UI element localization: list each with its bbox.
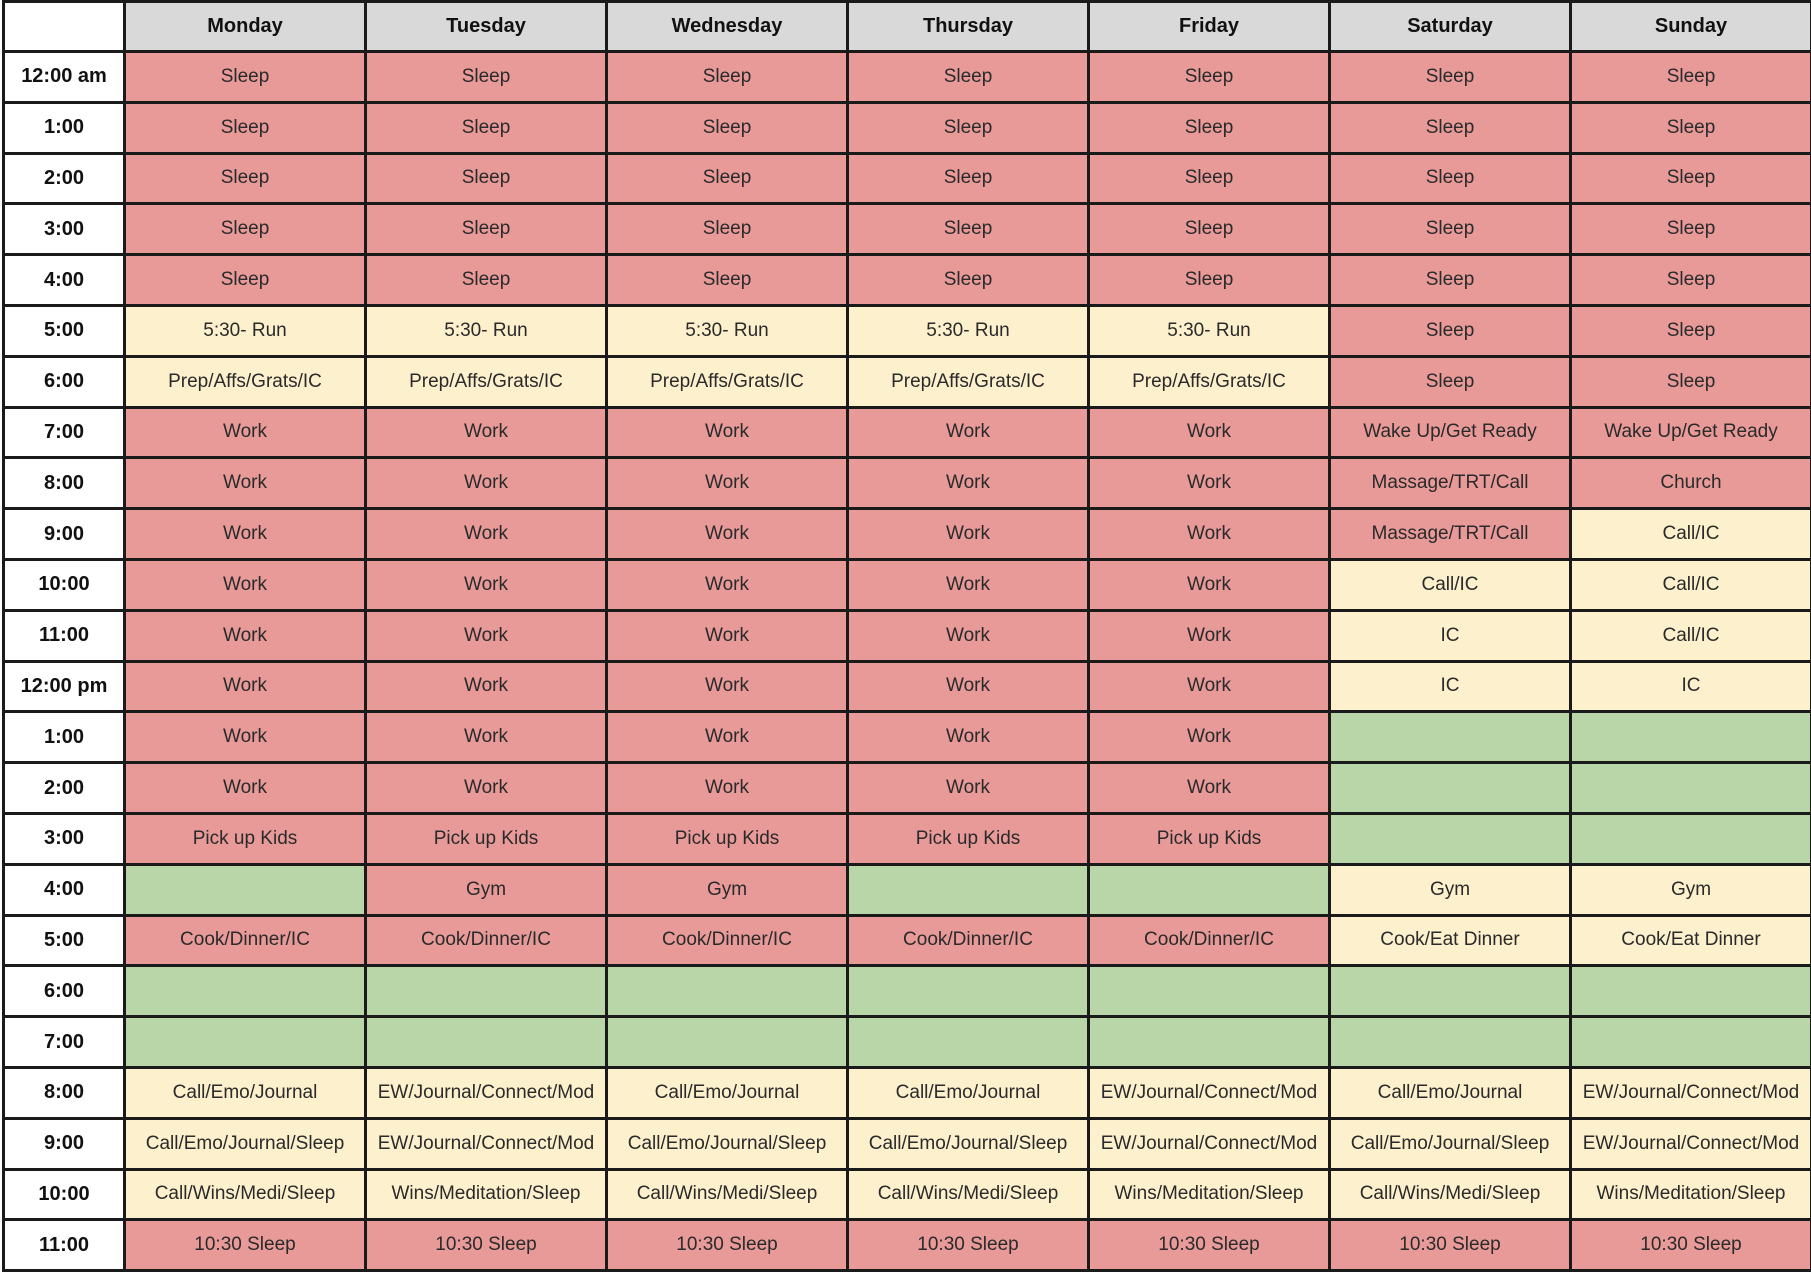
schedule-cell[interactable] <box>366 966 607 1017</box>
schedule-row <box>4 1118 1811 1169</box>
schedule-cell[interactable]: Sleep <box>848 255 1089 306</box>
schedule-cell[interactable]: Work <box>607 559 848 610</box>
schedule-cell[interactable]: Call/Emo/Journal <box>848 1067 1089 1118</box>
day-header-friday[interactable]: Friday <box>1089 2 1330 52</box>
schedule-row <box>4 1017 1811 1068</box>
day-header-tuesday[interactable]: Tuesday <box>366 2 607 52</box>
schedule-cell[interactable]: Work <box>848 712 1089 763</box>
schedule-cell[interactable]: Sleep <box>125 52 366 103</box>
schedule-cell[interactable]: Pick up Kids <box>848 813 1089 864</box>
schedule-cell[interactable]: Sleep <box>848 204 1089 255</box>
schedule-header <box>4 2 1811 52</box>
schedule-cell[interactable]: Cook/Dinner/IC <box>848 915 1089 966</box>
time-label: 10:00 <box>4 1169 125 1220</box>
schedule-cell[interactable]: Work <box>607 763 848 814</box>
schedule-cell[interactable]: Sleep <box>1330 356 1571 407</box>
schedule-cell[interactable]: Work <box>607 712 848 763</box>
schedule-cell[interactable] <box>607 1017 848 1068</box>
schedule-cell[interactable]: Cook/Dinner/IC <box>607 915 848 966</box>
time-label: 2:00 <box>4 153 125 204</box>
schedule-cell[interactable]: Sleep <box>366 102 607 153</box>
schedule-cell[interactable]: Sleep <box>607 204 848 255</box>
schedule-cell[interactable]: Work <box>366 559 607 610</box>
schedule-cell[interactable] <box>848 966 1089 1017</box>
time-label: 11:00 <box>4 1220 125 1271</box>
schedule-cell[interactable]: Work <box>125 661 366 712</box>
schedule-row <box>4 1220 1811 1271</box>
header-row <box>4 2 1811 52</box>
schedule-cell[interactable]: Work <box>607 661 848 712</box>
schedule-cell[interactable]: Work <box>125 458 366 509</box>
schedule-cell[interactable]: Work <box>848 407 1089 458</box>
schedule-cell[interactable]: EW/Journal/Connect/Mod <box>1089 1118 1330 1169</box>
schedule-cell[interactable]: Prep/Affs/Grats/IC <box>607 356 848 407</box>
schedule-cell[interactable]: Sleep <box>125 255 366 306</box>
schedule-cell[interactable]: Sleep <box>1089 255 1330 306</box>
schedule-cell[interactable]: 10:30 Sleep <box>366 1220 607 1271</box>
schedule-cell[interactable] <box>1330 966 1571 1017</box>
schedule-row <box>4 407 1811 458</box>
time-label: 8:00 <box>4 458 125 509</box>
time-label: 10:00 <box>4 559 125 610</box>
schedule-cell[interactable]: Cook/Dinner/IC <box>366 915 607 966</box>
schedule-cell[interactable]: Work <box>607 509 848 560</box>
schedule-cell[interactable]: Pick up Kids <box>125 813 366 864</box>
schedule-cell[interactable]: EW/Journal/Connect/Mod <box>1571 1118 1811 1169</box>
schedule-cell[interactable]: 5:30- Run <box>1089 305 1330 356</box>
schedule-cell[interactable]: Wins/Meditation/Sleep <box>1089 1169 1330 1220</box>
schedule-row <box>4 559 1811 610</box>
schedule-cell[interactable]: Sleep <box>1330 102 1571 153</box>
schedule-cell[interactable]: Work <box>1089 407 1330 458</box>
schedule-cell[interactable] <box>125 966 366 1017</box>
schedule-cell[interactable]: Work <box>1089 610 1330 661</box>
schedule-cell[interactable]: Wake Up/Get Ready <box>1330 407 1571 458</box>
schedule-cell[interactable]: Sleep <box>1089 52 1330 103</box>
schedule-cell[interactable]: Sleep <box>1089 204 1330 255</box>
time-label: 8:00 <box>4 1067 125 1118</box>
schedule-cell[interactable]: Work <box>366 458 607 509</box>
schedule-cell[interactable]: EW/Journal/Connect/Mod <box>1571 1067 1811 1118</box>
schedule-row <box>4 915 1811 966</box>
schedule-cell[interactable] <box>1571 813 1811 864</box>
schedule-row <box>4 458 1811 509</box>
schedule-cell[interactable]: Sleep <box>366 153 607 204</box>
time-label: 7:00 <box>4 407 125 458</box>
schedule-cell[interactable]: IC <box>1330 610 1571 661</box>
time-label: 11:00 <box>4 610 125 661</box>
schedule-cell[interactable]: Work <box>848 559 1089 610</box>
schedule-row <box>4 763 1811 814</box>
schedule-cell[interactable]: Sleep <box>848 153 1089 204</box>
schedule-cell[interactable]: Sleep <box>1330 204 1571 255</box>
schedule-cell[interactable]: Cook/Dinner/IC <box>1089 915 1330 966</box>
schedule-row <box>4 661 1811 712</box>
time-label: 12:00 am <box>4 52 125 103</box>
schedule-cell[interactable]: Work <box>366 661 607 712</box>
schedule-cell[interactable] <box>1571 712 1811 763</box>
schedule-cell[interactable]: IC <box>1330 661 1571 712</box>
schedule-cell[interactable] <box>607 966 848 1017</box>
schedule-cell[interactable] <box>1089 966 1330 1017</box>
schedule-cell[interactable]: Sleep <box>125 204 366 255</box>
schedule-cell[interactable]: Sleep <box>366 255 607 306</box>
schedule-cell[interactable]: Call/Wins/Medi/Sleep <box>607 1169 848 1220</box>
schedule-cell[interactable]: Work <box>848 661 1089 712</box>
schedule-cell[interactable]: Work <box>848 509 1089 560</box>
schedule-cell[interactable]: Call/Emo/Journal <box>607 1067 848 1118</box>
schedule-cell[interactable]: Massage/TRT/Call <box>1330 458 1571 509</box>
schedule-cell[interactable]: Prep/Affs/Grats/IC <box>125 356 366 407</box>
schedule-row <box>4 966 1811 1017</box>
schedule-cell[interactable] <box>1330 813 1571 864</box>
schedule-cell[interactable] <box>1089 1017 1330 1068</box>
schedule-cell[interactable]: Call/Emo/Journal <box>125 1067 366 1118</box>
time-label: 4:00 <box>4 864 125 915</box>
time-label: 6:00 <box>4 966 125 1017</box>
schedule-cell[interactable]: Call/IC <box>1571 559 1811 610</box>
schedule-cell[interactable]: Cook/Eat Dinner <box>1571 915 1811 966</box>
schedule-cell[interactable]: Sleep <box>366 204 607 255</box>
schedule-cell[interactable]: Call/Emo/Journal/Sleep <box>1330 1118 1571 1169</box>
schedule-cell[interactable]: Work <box>366 763 607 814</box>
schedule-cell[interactable]: EW/Journal/Connect/Mod <box>366 1067 607 1118</box>
schedule-cell[interactable]: Call/IC <box>1571 610 1811 661</box>
schedule-cell[interactable]: Sleep <box>607 255 848 306</box>
schedule-cell[interactable]: 10:30 Sleep <box>1571 1220 1811 1271</box>
schedule-cell[interactable]: Work <box>1089 559 1330 610</box>
day-header-thursday[interactable]: Thursday <box>848 2 1089 52</box>
schedule-cell[interactable]: Sleep <box>1089 153 1330 204</box>
time-label: 2:00 <box>4 763 125 814</box>
schedule-cell[interactable] <box>1330 712 1571 763</box>
schedule-cell[interactable]: Work <box>125 712 366 763</box>
schedule-cell[interactable]: Call/IC <box>1330 559 1571 610</box>
schedule-row <box>4 813 1811 864</box>
schedule-cell[interactable]: 10:30 Sleep <box>607 1220 848 1271</box>
schedule-cell[interactable] <box>1330 1017 1571 1068</box>
schedule-cell[interactable]: Sleep <box>1571 102 1811 153</box>
schedule-cell[interactable]: Work <box>1089 712 1330 763</box>
schedule-cell[interactable]: Sleep <box>607 102 848 153</box>
schedule-cell[interactable]: 5:30- Run <box>125 305 366 356</box>
schedule-cell[interactable]: Work <box>125 559 366 610</box>
schedule-cell[interactable]: 10:30 Sleep <box>1330 1220 1571 1271</box>
time-label: 3:00 <box>4 813 125 864</box>
schedule-cell[interactable]: Sleep <box>1089 102 1330 153</box>
day-header-wednesday[interactable]: Wednesday <box>607 2 848 52</box>
time-label: 1:00 <box>4 102 125 153</box>
schedule-cell[interactable]: Work <box>125 407 366 458</box>
schedule-cell[interactable] <box>1571 966 1811 1017</box>
schedule-cell[interactable]: Gym <box>607 864 848 915</box>
schedule-row <box>4 356 1811 407</box>
schedule-row <box>4 1067 1811 1118</box>
schedule-cell[interactable]: Wins/Meditation/Sleep <box>1571 1169 1811 1220</box>
weekly-schedule-grid <box>2 0 1811 1272</box>
schedule-row <box>4 153 1811 204</box>
schedule-cell[interactable]: Work <box>607 610 848 661</box>
schedule-cell[interactable]: Work <box>366 407 607 458</box>
time-label: 9:00 <box>4 509 125 560</box>
schedule-cell[interactable]: Sleep <box>366 52 607 103</box>
schedule-cell[interactable]: Prep/Affs/Grats/IC <box>848 356 1089 407</box>
schedule-cell[interactable]: Wake Up/Get Ready <box>1571 407 1811 458</box>
time-label: 3:00 <box>4 204 125 255</box>
schedule-cell[interactable] <box>1571 1017 1811 1068</box>
schedule-cell[interactable] <box>125 864 366 915</box>
schedule-cell[interactable]: Sleep <box>125 153 366 204</box>
schedule-cell[interactable] <box>1571 763 1811 814</box>
schedule-row <box>4 610 1811 661</box>
schedule-cell[interactable]: Sleep <box>1330 52 1571 103</box>
schedule-cell[interactable]: Sleep <box>848 102 1089 153</box>
schedule-cell[interactable]: 10:30 Sleep <box>125 1220 366 1271</box>
schedule-cell[interactable]: Sleep <box>607 153 848 204</box>
schedule-cell[interactable] <box>848 864 1089 915</box>
schedule-cell[interactable]: 5:30- Run <box>607 305 848 356</box>
time-label: 12:00 pm <box>4 661 125 712</box>
schedule-cell[interactable]: Work <box>848 763 1089 814</box>
schedule-cell[interactable]: Work <box>1089 661 1330 712</box>
schedule-cell[interactable] <box>1330 763 1571 814</box>
schedule-cell[interactable]: Call/Emo/Journal/Sleep <box>125 1118 366 1169</box>
schedule-cell[interactable]: Work <box>607 458 848 509</box>
schedule-row <box>4 52 1811 103</box>
schedule-cell[interactable]: Gym <box>366 864 607 915</box>
schedule-row <box>4 102 1811 153</box>
schedule-cell[interactable]: Sleep <box>1330 153 1571 204</box>
schedule-cell[interactable]: Sleep <box>1330 255 1571 306</box>
time-label: 1:00 <box>4 712 125 763</box>
corner-cell <box>4 2 125 52</box>
schedule-cell[interactable]: 5:30- Run <box>366 305 607 356</box>
schedule-cell[interactable]: Pick up Kids <box>366 813 607 864</box>
schedule-cell[interactable]: 10:30 Sleep <box>848 1220 1089 1271</box>
schedule-cell[interactable]: Wins/Meditation/Sleep <box>366 1169 607 1220</box>
schedule-cell[interactable]: Gym <box>1571 864 1811 915</box>
schedule-cell[interactable]: Cook/Eat Dinner <box>1330 915 1571 966</box>
schedule-cell[interactable]: Work <box>1089 763 1330 814</box>
schedule-cell[interactable]: Work <box>1089 509 1330 560</box>
schedule-cell[interactable] <box>1089 864 1330 915</box>
schedule-cell[interactable]: Call/Wins/Medi/Sleep <box>125 1169 366 1220</box>
schedule-cell[interactable]: Work <box>366 712 607 763</box>
time-label: 5:00 <box>4 305 125 356</box>
schedule-cell[interactable]: Work <box>848 610 1089 661</box>
schedule-row <box>4 204 1811 255</box>
schedule-cell[interactable]: Sleep <box>1571 255 1811 306</box>
time-label: 4:00 <box>4 255 125 306</box>
schedule-cell[interactable]: Cook/Dinner/IC <box>125 915 366 966</box>
schedule-cell[interactable]: Sleep <box>1571 204 1811 255</box>
schedule-cell[interactable] <box>125 1017 366 1068</box>
schedule-body <box>4 52 1811 1271</box>
schedule-cell[interactable]: Work <box>607 407 848 458</box>
schedule-cell[interactable] <box>848 1017 1089 1068</box>
day-header-saturday[interactable]: Saturday <box>1330 2 1571 52</box>
schedule-cell[interactable]: Work <box>366 610 607 661</box>
schedule-row <box>4 509 1811 560</box>
schedule-cell[interactable]: IC <box>1571 661 1811 712</box>
schedule-row <box>4 255 1811 306</box>
schedule-cell[interactable]: Work <box>1089 458 1330 509</box>
schedule-row <box>4 1169 1811 1220</box>
schedule-cell[interactable]: Prep/Affs/Grats/IC <box>1089 356 1330 407</box>
schedule-cell[interactable]: Call/Wins/Medi/Sleep <box>848 1169 1089 1220</box>
schedule-cell[interactable]: Pick up Kids <box>607 813 848 864</box>
schedule-cell[interactable]: Sleep <box>1571 153 1811 204</box>
schedule-row <box>4 864 1811 915</box>
time-label: 9:00 <box>4 1118 125 1169</box>
schedule-row <box>4 712 1811 763</box>
day-header-monday[interactable]: Monday <box>125 2 366 52</box>
schedule-cell[interactable]: Massage/TRT/Call <box>1330 509 1571 560</box>
schedule-cell[interactable]: Sleep <box>1571 52 1811 103</box>
schedule-cell[interactable]: Call/Emo/Journal/Sleep <box>848 1118 1089 1169</box>
schedule-cell[interactable]: Work <box>366 509 607 560</box>
schedule-cell[interactable]: 5:30- Run <box>848 305 1089 356</box>
schedule-cell[interactable]: Sleep <box>1330 305 1571 356</box>
schedule-cell[interactable]: Sleep <box>848 52 1089 103</box>
schedule-cell[interactable]: Call/IC <box>1571 509 1811 560</box>
schedule-cell[interactable]: Call/Emo/Journal/Sleep <box>607 1118 848 1169</box>
time-label: 5:00 <box>4 915 125 966</box>
schedule-cell[interactable]: Call/Emo/Journal <box>1330 1067 1571 1118</box>
schedule-cell[interactable]: Church <box>1571 458 1811 509</box>
schedule-cell[interactable]: Sleep <box>1571 356 1811 407</box>
schedule-cell[interactable]: EW/Journal/Connect/Mod <box>1089 1067 1330 1118</box>
day-header-sunday[interactable]: Sunday <box>1571 2 1811 52</box>
schedule-cell[interactable]: Sleep <box>607 52 848 103</box>
schedule-cell[interactable]: Sleep <box>1571 305 1811 356</box>
schedule-cell[interactable]: 10:30 Sleep <box>1089 1220 1330 1271</box>
schedule-cell[interactable]: EW/Journal/Connect/Mod <box>366 1118 607 1169</box>
time-label: 7:00 <box>4 1017 125 1068</box>
schedule-cell[interactable] <box>366 1017 607 1068</box>
schedule-cell[interactable]: Prep/Affs/Grats/IC <box>366 356 607 407</box>
schedule-cell[interactable]: Work <box>125 763 366 814</box>
schedule-cell[interactable]: Gym <box>1330 864 1571 915</box>
schedule-cell[interactable]: Pick up Kids <box>1089 813 1330 864</box>
schedule-cell[interactable]: Sleep <box>125 102 366 153</box>
schedule-cell[interactable]: Work <box>848 458 1089 509</box>
schedule-row <box>4 305 1811 356</box>
time-label: 6:00 <box>4 356 125 407</box>
schedule-cell[interactable]: Work <box>125 509 366 560</box>
schedule-cell[interactable]: Work <box>125 610 366 661</box>
schedule-cell[interactable]: Call/Wins/Medi/Sleep <box>1330 1169 1571 1220</box>
